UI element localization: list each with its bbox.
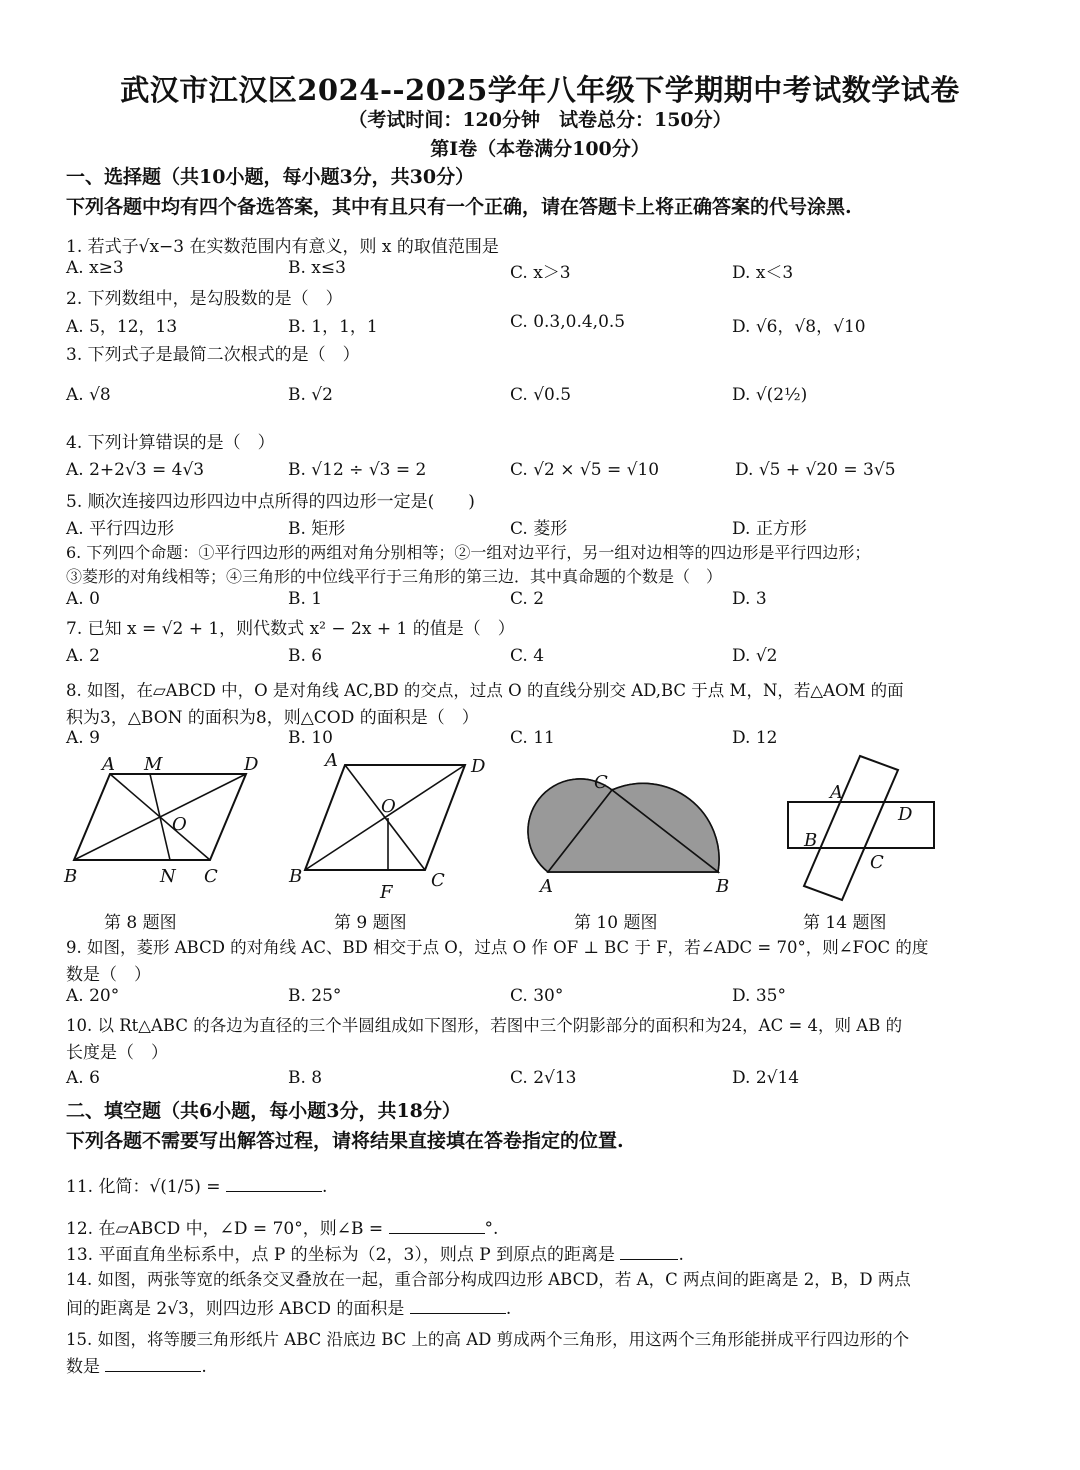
fig8-label-o: O	[172, 814, 187, 835]
question-9-stem: 9. 如图，菱形 ABCD 的对角线 AC、BD 相交于点 O，过点 O 作 OF ⊥ BC 于 F，若∠ADC = 70°，则∠FOC 的度	[66, 938, 929, 957]
fig14-label-c: C	[870, 852, 884, 873]
q1-option-c: C. x＞3	[510, 263, 571, 283]
fill-15-line2	[66, 1352, 207, 1377]
fill-13-text: 13. 平面直角坐标系中，点 P 的坐标为（2，3），则点 P 到原点的距离是	[66, 1245, 616, 1265]
fig9-label-d: D	[471, 756, 486, 777]
caption-fig10: 第 10 题图	[574, 913, 658, 933]
question-10-stem: 10. 以 Rt△ABC 的各边为直径的三个半圆组成如下图形，若图中三个阴影部分的面积和为24，AC = 4，则 AB 的	[66, 1016, 903, 1035]
fill-13	[66, 1240, 684, 1265]
q8-option-a: A. 9	[66, 728, 100, 748]
figure-8	[60, 754, 270, 888]
q8-option-b: B. 10	[288, 728, 333, 748]
question-6-stem: 6. 下列四个命题：①平行四边形的两组对角分别相等；②一组对边平行，另一组对边相等的四边形是平行四边形；	[66, 543, 871, 562]
fill-15-text: 数是	[66, 1357, 100, 1377]
question-8-stem: 8. 如图，在▱ABCD 中，O 是对角线 AC,BD 的交点，过点 O 的直线分别交 AD,BC 于点 M，N，若△AOM 的面	[66, 681, 904, 700]
q2-option-d: D. √6，√8，√10	[732, 317, 866, 337]
fig9-label-o: O	[381, 796, 396, 817]
question-8-stem-2: 积为3，△BON 的面积为8，则△COD 的面积是（ ）	[66, 708, 479, 728]
figure-14	[780, 750, 950, 910]
caption-fig14: 第 14 题图	[803, 913, 887, 933]
fig14-label-a: A	[830, 782, 843, 803]
figure-10	[520, 760, 750, 900]
volume-heading: 第Ⅰ卷（本卷满分100分）	[430, 138, 650, 160]
fig10-label-b: B	[716, 876, 730, 897]
q10-option-d: D. 2√14	[732, 1068, 800, 1088]
fig14-strip-tilted	[804, 756, 898, 900]
q3-option-b: B. √2	[288, 385, 333, 405]
question-1-stem: 1. 若式子√x−3 在实数范围内有意义，则 x 的取值范围是	[66, 237, 499, 257]
fig8-label-n: N	[160, 866, 176, 887]
q8-option-c: C. 11	[510, 728, 555, 748]
fill-11-end: .	[321, 1177, 328, 1197]
q3-option-c: C. √0.5	[510, 385, 572, 405]
q8-option-d: D. 12	[732, 728, 778, 748]
fig9-label-c: C	[431, 870, 445, 891]
q4-option-a: A. 2+2√3 = 4√3	[66, 460, 205, 480]
fill-13-end: .	[678, 1245, 684, 1265]
q7-option-a: A. 2	[66, 646, 100, 666]
fig10-label-a: A	[540, 876, 553, 897]
q1-option-b: B. x≤3	[288, 258, 346, 278]
q4-option-c: C. √2 × √5 = √10	[510, 460, 660, 480]
fill-14-text: 间的距离是 2√3，则四边形 ABCD 的面积是	[66, 1299, 405, 1319]
fill-12-end: °.	[484, 1219, 499, 1239]
fig10-label-c: C	[594, 772, 608, 793]
q5-option-a: A. 平行四边形	[66, 519, 175, 539]
section1-heading: 一、选择题（共10小题，每小题3分，共30分）	[66, 166, 475, 188]
q9-option-b: B. 25°	[288, 986, 342, 1006]
fill-14-answer-blank[interactable]	[410, 1297, 506, 1314]
q4-option-d: D. √5 + √20 = 3√5	[735, 460, 896, 480]
fill-13-answer-blank[interactable]	[620, 1243, 678, 1260]
q5-option-c: C. 菱形	[510, 519, 568, 539]
fig8-label-c: C	[204, 866, 218, 887]
fig14-label-d: D	[898, 804, 913, 825]
q7-option-d: D. √2	[732, 646, 778, 666]
q1-option-a: A. x≥3	[66, 258, 124, 278]
q3-option-a: A. √8	[66, 385, 111, 405]
q5-option-b: B. 矩形	[288, 519, 346, 539]
fill-12-answer-blank[interactable]	[389, 1217, 485, 1234]
fill-11	[66, 1172, 327, 1197]
fill-15-answer-blank[interactable]	[105, 1355, 201, 1372]
question-2-stem: 2. 下列数组中，是勾股数的是（ ）	[66, 289, 343, 309]
q1-option-d: D. x＜3	[732, 263, 794, 283]
fig14-label-b: B	[804, 830, 818, 851]
question-3-stem: 3. 下列式子是最简二次根式的是（ ）	[66, 345, 360, 365]
question-9-stem-2: 数是（ ）	[66, 965, 151, 985]
q6-option-d: D. 3	[732, 589, 767, 609]
question-7-stem: 7. 已知 x = √2 + 1，则代数式 x² − 2x + 1 的值是（ ）	[66, 619, 515, 639]
fill-12	[66, 1214, 498, 1239]
q10-option-a: A. 6	[66, 1068, 100, 1088]
fill-15-end: .	[201, 1357, 207, 1377]
fig9-label-f: F	[380, 882, 393, 903]
fig9-label-a: A	[325, 750, 338, 771]
question-10-stem-2: 长度是（ ）	[66, 1043, 168, 1063]
fig8-line-mn	[150, 774, 170, 860]
q6-option-b: B. 1	[288, 589, 323, 609]
fill-11-text: 11. 化简：√(1/5) =	[66, 1177, 221, 1197]
fig8-label-d: D	[244, 754, 259, 775]
question-5-stem: 5. 顺次连接四边形四边中点所得的四边形一定是( )	[66, 492, 475, 512]
fig8-label-a: A	[102, 754, 115, 775]
fig8-label-b: B	[64, 866, 78, 887]
q2-option-c: C. 0.3,0.4,0.5	[510, 312, 626, 332]
q2-option-a: A. 5，12，13	[66, 317, 178, 337]
fill-11-answer-blank[interactable]	[226, 1175, 322, 1192]
q9-option-a: A. 20°	[66, 986, 120, 1006]
fill-15-line1: 15. 如图，将等腰三角形纸片 ABC 沿底边 BC 上的高 AD 剪成两个三角形，用这两个三角形能拼成平行四边形的个	[66, 1330, 910, 1349]
q9-option-c: C. 30°	[510, 986, 564, 1006]
q3-option-d: D. √(2½)	[732, 385, 808, 405]
q6-option-a: A. 0	[66, 589, 100, 609]
exam-subtitle: （考试时间：120分钟 试卷总分：150分）	[348, 109, 732, 131]
fill-12-text: 12. 在▱ABCD 中，∠D = 70°，则∠B =	[66, 1219, 384, 1239]
figure-9	[285, 750, 495, 905]
q5-option-d: D. 正方形	[732, 519, 807, 539]
question-4-stem: 4. 下列计算错误的是（ ）	[66, 433, 275, 453]
q2-option-b: B. 1，1，1	[288, 317, 378, 337]
section2-instruction: 下列各题不需要写出解答过程，请将结果直接填在答卷指定的位置.	[66, 1130, 624, 1152]
q4-option-b: B. √12 ÷ √3 = 2	[288, 460, 427, 480]
caption-fig9: 第 9 题图	[334, 913, 407, 933]
question-6-stem-2: ③菱形的对角线相等；④三角形的中位线平行于三角形的第三边．其中真命题的个数是（ ）	[66, 567, 723, 586]
q10-option-c: C. 2√13	[510, 1068, 577, 1088]
caption-fig8: 第 8 题图	[104, 913, 177, 933]
q7-option-b: B. 6	[288, 646, 323, 666]
fig9-label-b: B	[289, 866, 303, 887]
section1-instruction: 下列各题中均有四个备选答案，其中有且只有一个正确，请在答题卡上将正确答案的代号涂黑.	[66, 196, 852, 218]
fill-14-line1: 14. 如图，两张等宽的纸条交叉叠放在一起，重合部分构成四边形 ABCD，若 A，C 两点间的距离是 2，B，D 两点	[66, 1270, 911, 1289]
q9-option-d: D. 35°	[732, 986, 786, 1006]
exam-title: 武汉市江汉区2024--2025学年八年级下学期期中考试数学试卷	[120, 73, 960, 107]
fill-14-end: .	[505, 1299, 512, 1319]
fig9-diagonal-bd	[305, 765, 465, 870]
fig8-label-m: M	[144, 754, 163, 775]
q6-option-c: C. 2	[510, 589, 545, 609]
section2-heading: 二、填空题（共6小题，每小题3分，共18分）	[66, 1100, 461, 1122]
fill-14-line2	[66, 1294, 511, 1319]
q7-option-c: C. 4	[510, 646, 545, 666]
q10-option-b: B. 8	[288, 1068, 323, 1088]
